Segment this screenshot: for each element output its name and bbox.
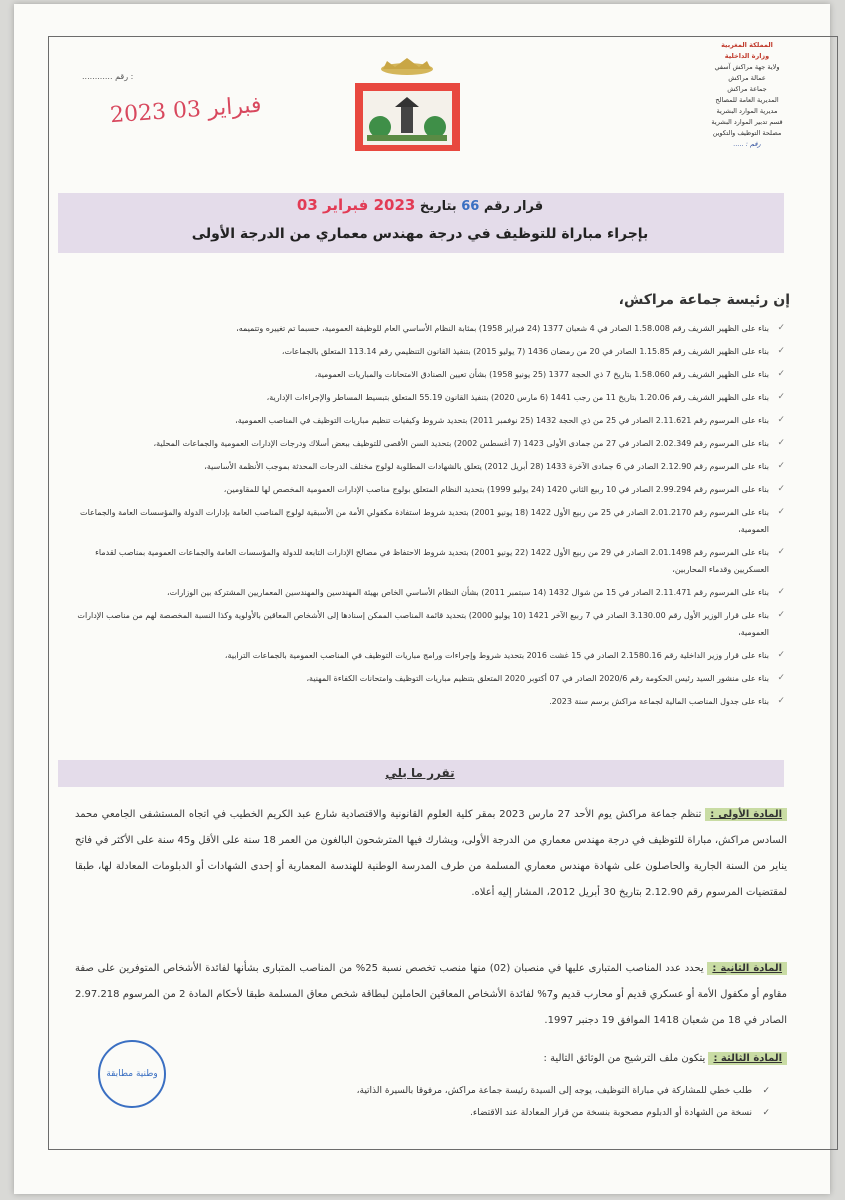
header-line: المملكة المغربية [721,41,773,49]
list-item: ✓ بناء على المرسوم رقم 2.11.471 الصادر في 15 من شوال 1432 (14 سبتمبر 2011) بشأن النظام الأساسي الخاص بهيئة المهندسين والمهندسين المعماريين المشتركة بين الوزارات، [73,584,785,601]
list-item: ✓ بناء على جدول المناصب المالية لجماعة مراكش برسم سنة 2023. [73,693,785,710]
article-label: المادة الثالثة : [708,1052,787,1065]
reference-label: رقم : [115,72,134,81]
round-stamp [98,1040,166,1108]
header-line: جماعة مراكش [727,85,767,93]
article-label: المادة الثانية : [707,962,787,975]
header-line: مديرية الموارد البشرية [716,107,778,115]
decision-prefix: قرار رقم [483,199,544,214]
list-item: ✓ بناء على المرسوم رقم 2.99.294 الصادر في 10 ربيع الثاني 1420 (24 يوليو 1999) بتحديد النظام المتعلق بولوج مناصب الإدارات العمومية المخصص لها للمقاومين، [73,481,785,498]
coat-of-arms-icon [345,55,470,155]
legal-references [73,320,785,716]
ministry-header [677,40,817,150]
header-line: رقم : ..... [733,140,761,148]
list-item: ✓ بناء على المرسوم رقم 2.01.2170 الصادر في 25 من ربيع الأول 1422 (18 يونيو 2001) بتحديد شروط استفادة مكفولي الأمة من الأسبقية لولوج المناصب العامة بإدارات الدولة والمؤسسات العامة والجماعات العمومية، [73,504,785,538]
document-title: بإجراء مباراة للتوظيف في درجة مهندس معماري من الدرجة الأولى [191,226,649,242]
stamp-text: وطنية مطابقة [106,1069,158,1079]
reference-value: ............ [82,72,113,81]
list-item: ✓ بناء على قرار الوزير الأول رقم 3.130.00 الصادر في 7 ربيع الآخر 1421 (10 يوليو 2000) بتحديد قائمة المناصب الممكن إسنادها إلى الأشخاص المعاقين بالأولوية وكذا النسبة المخصصة لهم من مناصب الإدارات العمومية، [73,607,785,641]
article-3 [75,1046,787,1072]
header-line: قسم تدبير الموارد البشرية [711,118,783,126]
decision-date: 2023 فبراير 03 [296,196,416,214]
reference-number [82,72,133,81]
list-item: ✓ بناء على منشور السيد رئيس الحكومة رقم 2020/6 الصادر في 07 أكتوبر 2020 المتعلق بتنظيم مباريات التوظيف وامتحانات الكفاءة المهنية، [73,670,785,687]
list-item: ✓ بناء على قرار وزير الداخلية رقم 2.1580.16 الصادر في 15 غشت 2016 بتحديد شروط وإجراءات ورامج مباريات التوظيف في المناصب العمومية بالجماعات الترابية، [73,647,785,664]
list-item: ✓ بناء على الظهير الشريف رقم 1.58.060 بتاريخ 7 ذي الحجة 1377 (25 يونيو 1958) بشأن تعيين الصنادق الامتحانات والمباريات العمومية، [73,366,785,383]
decision-number: 66 [461,199,480,214]
article-text: يتكون ملف الترشيح من الوثائق التالية : [543,1053,706,1064]
header-line: مصلحة التوظيف والتكوين [712,129,782,137]
header-line: وزارة الداخلية [724,52,770,60]
required-documents-list [130,1080,770,1124]
article-2 [75,956,787,1034]
date-stamp: 2023 فبراير 03 [109,92,263,129]
article-label: المادة الأولى : [705,808,787,821]
list-item: ✓ بناء على المرسوم رقم 2.12.90 الصادر في 6 جمادى الآخرة 1433 (28 أبريل 2012) يتعلق بالشهادات المطلوبة لولوج مختلف الدرجات المحدثة بموجب الأنظمة الأساسية، [73,458,785,475]
list-item: ✓ بناء على الظهير الشريف رقم 1.20.06 بتاريخ 11 من رجب 1441 (6 مارس 2020) بتنفيذ القانون 55.19 المتعلق بتبسيط المساطر والإجراءات الإدارية، [73,389,785,406]
issuer-heading: إن رئيسة جماعة مراكش، [618,292,790,308]
list-item: ✓ بناء على المرسوم رقم 2.11.621 الصادر في 25 من ذي الحجة 1432 (25 نوفمبر 2011) بتحديد شروط وكيفيات تنظيم مباريات التوظيف في المناصب العمومية، [73,412,785,429]
list-item: ✓ بناء على المرسوم رقم 2.01.1498 الصادر في 29 من ربيع الأول 1422 (22 يونيو 2001) بتحديد شروط الاحتفاظ في مصالح الإدارات التابعة للدولة والمؤسسات العامة والجماعات العمومية بمناصب لقدماء العسكريين وقدماء المحاربين، [73,544,785,578]
list-item: ✓ بناء على الظهير الشريف رقم 1.15.85 الصادر في 20 من رمضان 1436 (7 يوليو 2015) بتنفيذ القانون التنظيمي رقم 113.14 المتعلق بالجماعات، [73,343,785,360]
decision-date-label: بتاريخ [419,199,457,214]
article-text: يحدد عدد المناصب المتبارى عليها في منصبان (02) منها منصب تخصص نسبة 25% من المناصب المتبارى بشأنها لفائدة الأشخاص المتوفرين على صفة مقاوم أو مكفول الأمة أو عسكري قديم أو محارب قديم و7% لفائدة الأشخاص المعاقين الحاملين لبطاقة شخص معاق المسلمة طبقا لأحكام المادة 2 من المرسوم 2.97.218 الصادر في 18 من شعبان 1418 الموافق 19 دجنبر 1997. [75,963,787,1026]
list-item: ✓ طلب خطي للمشاركة في مباراة التوظيف، يوجه إلى السيدة رئيسة جماعة مراكش، مرفوقا بالسيرة الذاتية، [130,1080,770,1102]
header-line: المديرية العامة للمصالح [715,96,779,104]
decision-number-line [270,196,570,214]
list-item: ✓ بناء على الظهير الشريف رقم 1.58.008 الصادر في 4 شعبان 1377 (24 فبراير 1958) بمثابة النظام الأساسي العام للوظيفة العمومية، حسبما تم تغييره وتتميمه، [73,320,785,337]
list-item: ✓ نسخة من الشهادة أو الدبلوم مصحوبة بنسخة من قرار المعادلة عند الاقتضاء. [130,1102,770,1124]
header-line: ولاية جهة مراكش آسفي [714,63,780,71]
article-text: تنظم جماعة مراكش يوم الأحد 27 مارس 2023 بمقر كلية العلوم القانونية والاقتصادية شارع عبد الكريم الخطيب في اتجاه المستشفى الجامعي محمد السادس مراكش، مباراة للتوظيف في درجة مهندس معماري من الدرجة الأولى، ويشارك فيها المترشحون البالغون من العمر 18 سنة على الأقل و45 سنة على الأكثر في فاتح يناير من السنة الجارية والحاصلون على شهادة مهندس معماري المسلمة من طرف المدرسة الوطنية للهندسة المعمارية أو إحدى الشهادات أو الدبلومات المعادلة لها، طبقا لمقتضيات المرسوم رقم 2.12.90 بتاريخ 30 أبريل 2012، المشار إليه أعلاه. [75,809,787,898]
article-1 [75,802,787,906]
decision-heading: تقرر ما يلي [385,766,455,780]
header-line: عمالة مراكش [728,74,766,82]
list-item: ✓ بناء على المرسوم رقم 2.02.349 الصادر في 27 من جمادى الأولى 1423 (7 أغسطس 2002) بتحديد السن الأقصى للتوظيف ببعض أسلاك ودرجات الإدارات العمومية والجماعات المحلية، [73,435,785,452]
